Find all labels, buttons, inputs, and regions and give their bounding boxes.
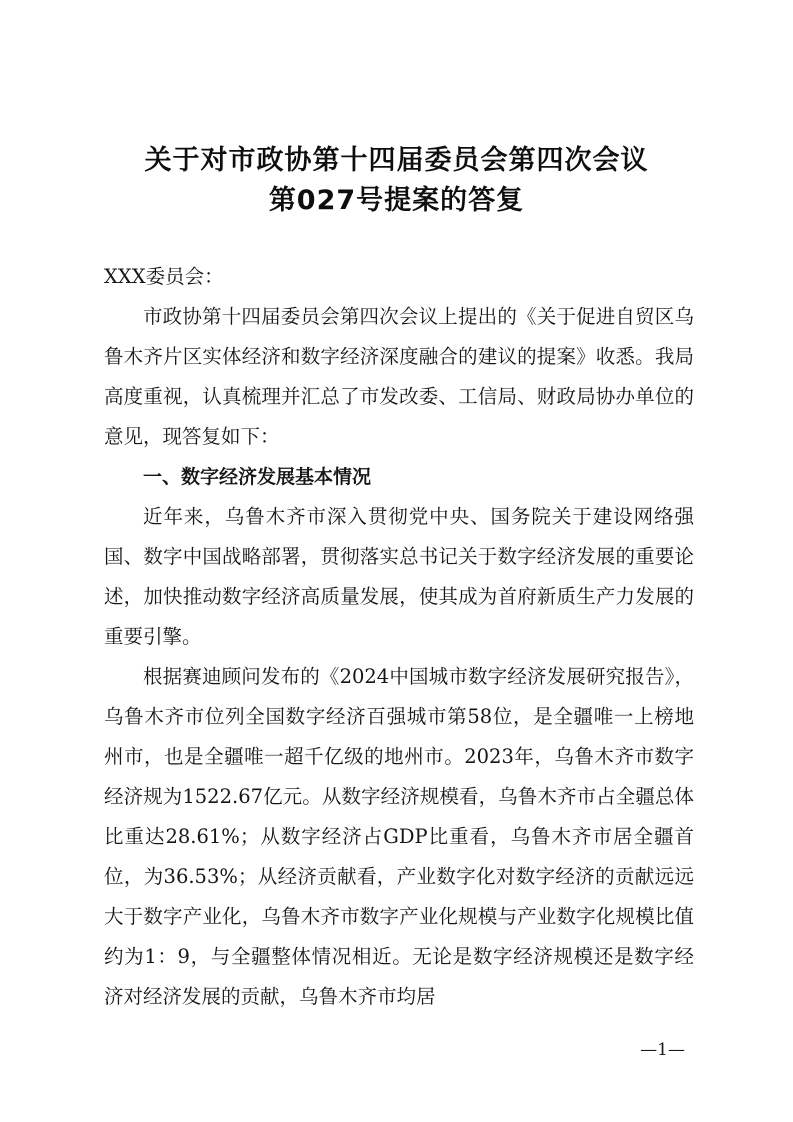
document-title-line-1: 关于对市政协第十四届委员会第四次会议 bbox=[144, 145, 649, 176]
paragraph-overview: 近年来，乌鲁木齐市深入贯彻党中央、国务院关于建设网络强国、数字中国战略部署，贯彻落实总书记关于数字经济发展的重要论述，加快推动数字经济高质量发展，使其成为首府新质生产力发展的重要引擎。 bbox=[104, 505, 694, 648]
paragraph-intro: 市政协第十四届委员会第四次会议上提出的《关于促进自贸区乌鲁木齐片区实体经济和数字经济深度融合的建议的提案》收悉。我局高度重视，认真梳理并汇总了市发改委、工信局、财政局协办单位的意见，现答复如下： bbox=[104, 305, 694, 448]
paragraph-statistics: 根据赛迪顾问发布的《2024中国城市数字经济发展研究报告》，乌鲁木齐市位列全国数字经济百强城市第58位，是全疆唯一上榜地州市，也是全疆唯一超千亿级的地州市。2023年，乌鲁木齐市数字经济规为1522.67亿元。从数字经济规模看，乌鲁木齐市占全疆总体比重达28.61%；从数字经济占GDP比重看，乌鲁木齐市居全疆首位，为36.53%；从经济贡献看，产业数字化对数字经济的贡献远远大于数字产业化，乌鲁木齐市数字产业化规模与产业数字化规模比值约为1：9，与全疆整体情况相近。无论是数字经济规模还是数字经济对经济发展的贡献，乌鲁木齐市均居 bbox=[104, 665, 694, 1008]
salutation: XXX委员会： bbox=[104, 265, 224, 288]
page-number: —1— bbox=[640, 1040, 685, 1060]
section-heading: 一、数字经济发展基本情况 bbox=[143, 466, 372, 488]
document-body bbox=[104, 257, 694, 1017]
document-title-line-2: 第027号提案的答复 bbox=[268, 185, 525, 216]
